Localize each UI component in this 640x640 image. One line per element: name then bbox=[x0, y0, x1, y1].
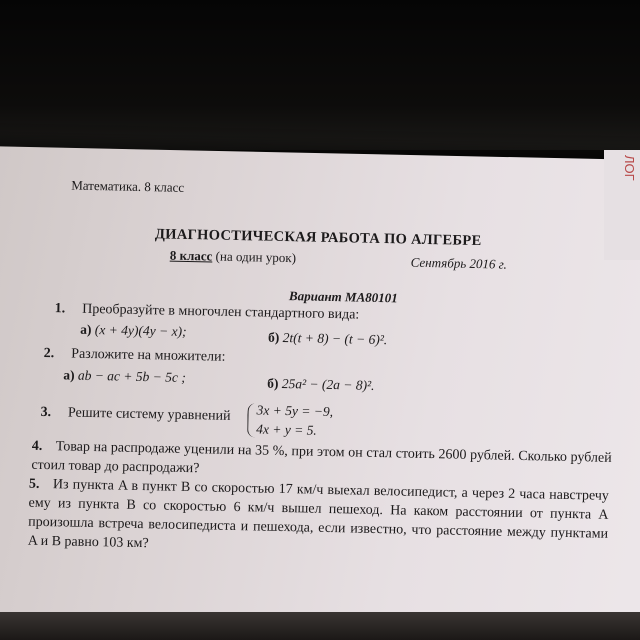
task-2 bbox=[44, 346, 226, 366]
subject-header: Математика. 8 класс bbox=[71, 177, 185, 195]
red-handwriting: ЛОГ bbox=[622, 155, 637, 181]
task-5-text: Из пункта A в пункт B со скоростью 17 км/ч выехал велосипедист, а через 2 часа навстречу ему из пункта B со скоростью 6 км/ч вышел пешеход. На каком расстоянии от пункта A произошла встреча велосипедиста и пешехода, если известно, что расстояние между пунктами A и B равно 103 км? bbox=[27, 477, 610, 552]
task-2b bbox=[267, 376, 375, 394]
task-3-equation-1: 3x + 5y = −9, bbox=[256, 402, 334, 420]
task-5 bbox=[28, 475, 609, 563]
task-1a-label: а) bbox=[80, 321, 92, 337]
worksheet-date: Сентябрь 2016 г. bbox=[410, 254, 508, 272]
task-2a bbox=[63, 367, 186, 386]
task-5-number: 5. bbox=[28, 476, 40, 492]
grade-label: 8 класс bbox=[169, 247, 213, 264]
worksheet-title: ДИАГНОСТИЧЕСКАЯ РАБОТА ПО АЛГЕБРЕ bbox=[154, 226, 482, 250]
task-2b-label: б) bbox=[267, 375, 279, 391]
table-surface bbox=[0, 612, 640, 640]
task-3 bbox=[40, 405, 230, 425]
task-1-number: 1. bbox=[54, 301, 66, 317]
task-3-equation-2: 4x + y = 5. bbox=[256, 421, 317, 438]
task-4-text: Товар на распродаже уценили на 35 %, при этом он стал стоить 2600 рублей. Сколько рублей стоил товар до распродажи? bbox=[31, 439, 612, 477]
task-1b bbox=[268, 330, 387, 348]
task-1a-expression: (x + 4y)(4y − x); bbox=[94, 322, 187, 339]
task-2a-label: а) bbox=[63, 367, 75, 383]
task-3-number: 3. bbox=[40, 404, 52, 421]
task-4-number: 4. bbox=[31, 438, 43, 454]
variant-label: Вариант МА80101 bbox=[288, 288, 398, 306]
task-2a-expression: ab − ac + 5b − 5c ; bbox=[77, 367, 186, 385]
task-3-text: Решите систему уравнений bbox=[67, 405, 231, 424]
task-2-number: 2. bbox=[43, 345, 55, 362]
task-2-text: Разложите на множители: bbox=[71, 346, 226, 365]
task-1b-label: б) bbox=[267, 329, 280, 345]
lesson-duration: (на один урок) bbox=[212, 248, 297, 266]
task-1-text: Преобразуйте в многочлен стандартного вида: bbox=[82, 301, 360, 323]
task-1a bbox=[80, 322, 187, 340]
task-1b-expression: 2t(t + 8) − (t − 6)². bbox=[282, 329, 388, 348]
grade-line bbox=[170, 248, 296, 267]
task-2b-expression: 25a² − (2a − 8)². bbox=[281, 375, 375, 393]
